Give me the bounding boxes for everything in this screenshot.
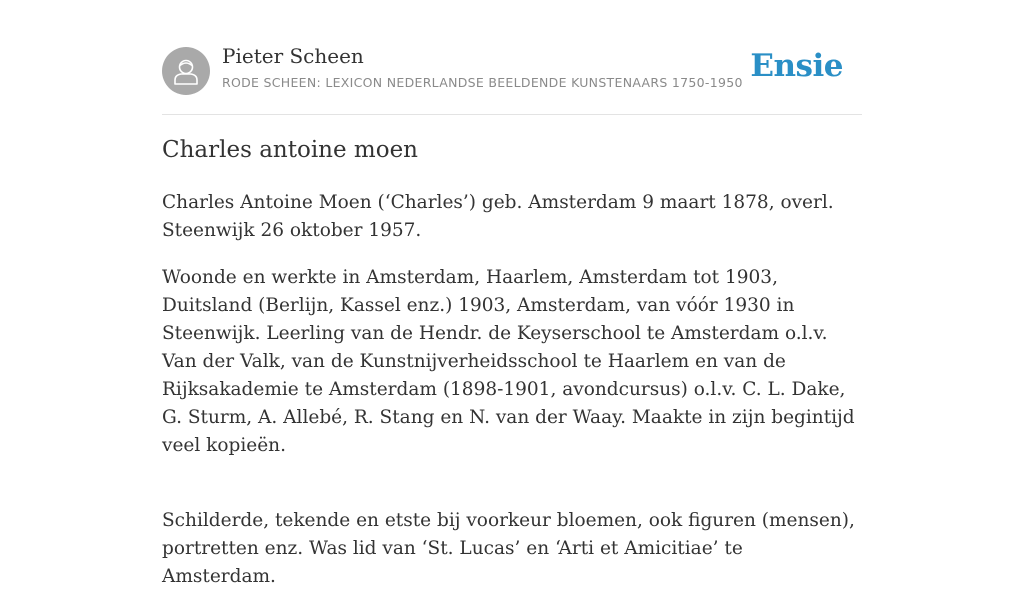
- article-paragraph: Woonde en werkte in Amsterdam, Haarlem, Amsterdam tot 1903, Duitsland (Berlijn, Kassel enz.) 1903, Amsterdam, van vóór 1930 in Steenwijk. Leerling van de Hendr. de Keyserschool te Amsterdam o.l.v. Van der Valk, van de Kunstnijverheidsschool te Haarlem en van de Rijksakademie te Amsterdam (1898-1901, avondcursus) o.l.v. C. L. Dake, G. Sturm, A. Allebé, R. Stang en N. van der Waay. Maakte in zijn begintijd veel kopieën.: [162, 267, 855, 456]
- article-paragraph: Charles Antoine Moen (‘Charles’) geb. Amsterdam 9 maart 1878, overl. Steenwijk 26 oktober 1957.: [162, 192, 834, 241]
- article-header: [162, 0, 862, 115]
- article-title: Charles antoine moen: [162, 137, 418, 163]
- ensie-logo[interactable]: Ensie: [750, 48, 843, 84]
- author-name[interactable]: Pieter Scheen: [222, 44, 364, 68]
- user-icon: [162, 47, 210, 95]
- avatar[interactable]: [162, 47, 210, 95]
- page-container: [162, 0, 862, 587]
- source-subtitle[interactable]: RODE SCHEEN: LEXICON NEDERLANDSE BEELDENDE KUNSTENAARS 1750-1950: [222, 75, 743, 90]
- article-paragraph: Schilderde, tekende en etste bij voorkeur bloemen, ook figuren (mensen), portretten enz. Was lid van ‘St. Lucas’ en ‘Arti et Amicitiae’ te Amsterdam.: [162, 510, 855, 587]
- article-body: [162, 189, 862, 610]
